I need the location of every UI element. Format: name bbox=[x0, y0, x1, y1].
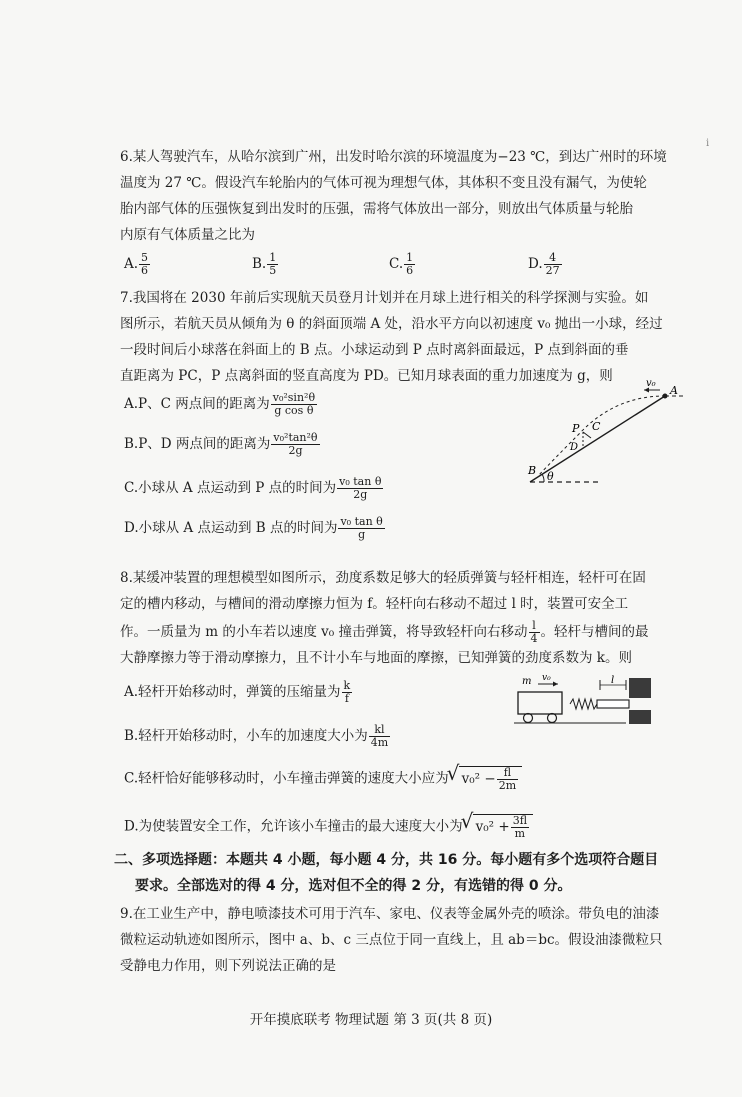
q8-option-d: D.为使装置安全工作，允许该小车撞击的最大速度大小为√ v₀² + $\frac{3fl}{m}$ bbox=[124, 814, 533, 840]
q7-line-1: 7.我国将在 2030 年前后实现航天员登月计划并在月球上进行相关的科学探测与实验。如 bbox=[120, 290, 649, 306]
ball-a bbox=[663, 394, 668, 399]
car-wheel-right bbox=[548, 714, 557, 723]
v0-arrowhead-car bbox=[553, 682, 558, 687]
pc-line bbox=[583, 432, 591, 438]
spring bbox=[570, 699, 597, 709]
q9-line-2: 微粒运动轨迹如图所示，图中 a、b、c 三点位于同一直线上，且 ab＝bc。假设油漆微粒只 bbox=[120, 932, 663, 948]
section-2-line-2: 要求。全部选对的得 4 分，选对但不全的得 2 分，有选错的得 0 分。 bbox=[135, 878, 572, 894]
section-2-line-1: 二、多项选择题：本题共 4 小题，每小题 4 分，共 16 分。每小题有多个选项符合题目 bbox=[114, 852, 659, 868]
q6-option-b: B. $\frac{1}{5}$ bbox=[252, 251, 277, 277]
q8-option-a: A.轻杆开始移动时，弹簧的压缩量为 $\frac{k}{f}$ bbox=[124, 679, 351, 705]
q7-option-d: D.小球从 A 点运动到 B 点的时间为 $\frac{\text{v₀ tan θ}}{g}$ bbox=[124, 515, 383, 541]
q8-buffer-figure bbox=[508, 672, 658, 732]
car-wheel-left bbox=[524, 714, 533, 723]
q8-line-4: 大静摩擦力等于滑动摩擦力，且不计小车与地面的摩擦，已知弹簧的劲度系数为 k。则 bbox=[120, 650, 632, 666]
rod bbox=[597, 700, 629, 708]
q8-option-b: B.轻杆开始移动时，小车的加速度大小为 $\frac{kl}{4m}$ bbox=[124, 723, 389, 749]
label-l: l bbox=[611, 675, 615, 686]
label-a: A bbox=[670, 384, 678, 397]
label-d: D bbox=[570, 442, 579, 453]
label-v0-car: v₀ bbox=[542, 673, 551, 683]
q7-option-a: A.P、C 两点间的距离为 $\frac{\text{v₀²sin²θ}}{\text{g cos θ}}$ bbox=[124, 391, 316, 417]
q7-line-2: 图所示，若航天员从倾角为 θ 的斜面顶端 A 处，沿水平方向以初速度 v₀ 抛出一小球，经过 bbox=[120, 316, 663, 332]
margin-mark: i bbox=[706, 138, 710, 149]
q6-line-4: 内原有气体质量之比为 bbox=[120, 227, 255, 243]
slot-top bbox=[629, 678, 651, 698]
q7-incline-figure bbox=[520, 378, 690, 490]
q8-option-c: C.轻杆恰好能够移动时，小车撞击弹簧的速度大小应为√ v₀² − $\frac{fl}{2m}$ bbox=[124, 766, 522, 792]
q6-line-1: 6.某人驾驶汽车，从哈尔滨到广州，出发时哈尔滨的环境温度为−23 ℃，到达广州时的环境 bbox=[120, 149, 667, 165]
q6-line-2: 温度为 27 ℃。假设汽车轮胎内的气体可视为理想气体，其体积不变且没有漏气，为使轮 bbox=[120, 175, 647, 191]
q6-option-a: A. $\frac{5}{6}$ bbox=[124, 251, 149, 277]
q7-option-c: C.小球从 A 点运动到 P 点的时间为 $\frac{\text{v₀ tan θ}}{2g}$ bbox=[124, 475, 382, 501]
q8-line-1: 8.某缓冲装置的理想模型如图所示，劲度系数足够大的轻质弹簧与轻杆相连，轻杆可在固 bbox=[120, 570, 646, 586]
q7-option-b: B.P、D 两点间的距离为 $\frac{\text{v₀²tan²θ}}{2g}$ bbox=[124, 431, 318, 457]
q9-line-1: 9.在工业生产中，静电喷漆技术可用于汽车、家电、仪表等金属外壳的喷涂。带负电的油漆 bbox=[120, 906, 660, 922]
label-m: m bbox=[522, 676, 532, 687]
label-v0: v₀ bbox=[646, 378, 656, 389]
q8-line-3: 作。一质量为 m 的小车若以速度 v₀ 撞击弹簧，将导致轻杆向右移动 $\frac{l}{4}$ 。轻杆与槽间的最 bbox=[120, 619, 649, 645]
q6-line-3: 胎内部气体的压强恢复到出发时的压强，需将气体放出一部分，则放出气体质量与轮胎 bbox=[120, 201, 633, 217]
car-body bbox=[518, 692, 562, 714]
label-theta: θ bbox=[547, 470, 554, 483]
page-footer: 开年摸底联考 物理试题 第 3 页(共 8 页) bbox=[249, 1012, 493, 1028]
slot-bottom bbox=[629, 710, 651, 724]
label-c: C bbox=[592, 420, 601, 433]
theta-arc bbox=[542, 474, 544, 482]
q7-line-4: 直距离为 PC，P 点离斜面的竖直高度为 PD。已知月球表面的重力加速度为 g，则 bbox=[120, 368, 613, 384]
q8-line-2: 定的槽内移动，与槽间的滑动摩擦力恒为 f。轻杆向右移动不超过 l 时，装置可安全工 bbox=[120, 596, 629, 612]
q7-line-3: 一段时间后小球落在斜面上的 B 点。小球运动到 P 点时离斜面最远，P 点到斜面的垂 bbox=[120, 342, 629, 358]
q6-option-c: C. $\frac{1}{6}$ bbox=[389, 251, 414, 277]
q6-option-d: D. $\frac{4}{27}$ bbox=[528, 251, 560, 277]
label-p: P bbox=[572, 422, 580, 435]
label-b: B bbox=[528, 464, 537, 477]
q9-line-3: 受静电力作用，则下列说法正确的是 bbox=[120, 958, 336, 974]
